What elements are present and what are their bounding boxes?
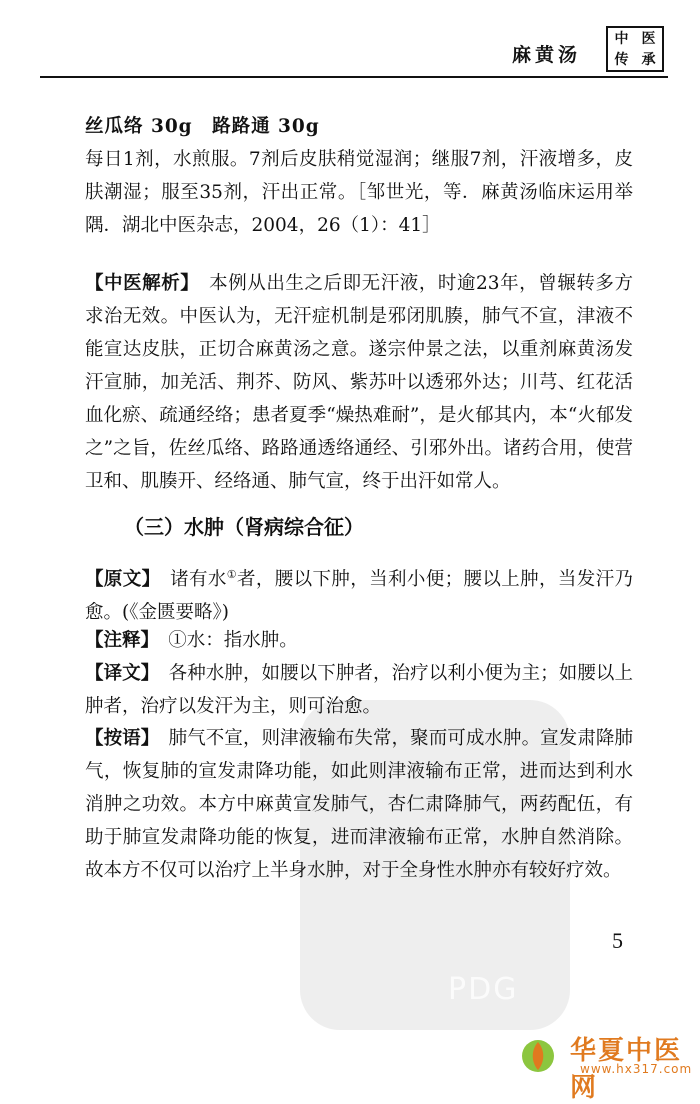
case-end-block bbox=[85, 110, 633, 242]
notes-block bbox=[85, 624, 633, 657]
analysis-label: 【中医解析】 bbox=[85, 273, 191, 294]
analysis-block bbox=[85, 267, 633, 498]
logo-char: 承 bbox=[641, 51, 656, 68]
original-block bbox=[85, 558, 633, 629]
running-header-title: 麻黄汤 bbox=[512, 44, 582, 66]
notes-label: 【注释】 bbox=[85, 630, 150, 651]
page-number: 5 bbox=[612, 928, 623, 953]
logo-char: 中 bbox=[614, 30, 629, 47]
leaf-logo-icon bbox=[515, 1036, 561, 1076]
original-label: 【原文】 bbox=[85, 569, 152, 591]
translation-block bbox=[85, 657, 633, 723]
original-text-after: 者，腰以下肿，当利小便；腰以上肿，当发汗乃愈。(《金匮要略》) bbox=[85, 569, 633, 624]
case-end-text: 每日1剂，水煎服。7剂后皮肤稍觉湿润；继服7剂，汗液增多，皮肤潮湿；服至35剂，汗出正常。［邹世光，等．麻黄汤临床运用举隅．湖北中医杂志，2004，26（1）：41］ bbox=[85, 149, 633, 236]
commentary-label: 【按语】 bbox=[85, 728, 151, 749]
notes-text: ①水：指水肿。 bbox=[168, 630, 298, 651]
translation-label: 【译文】 bbox=[85, 663, 151, 684]
series-logo bbox=[606, 26, 664, 72]
original-text-before: 诸有水 bbox=[170, 569, 227, 591]
commentary-block bbox=[85, 722, 633, 887]
herb-list: 丝瓜络 30g 路路通 30g bbox=[85, 116, 320, 137]
logo-char: 医 bbox=[641, 30, 656, 47]
header-divider bbox=[40, 76, 668, 78]
commentary-text: 肺气不宣，则津液输布失常，聚而可成水肿。宣发肃降肺气，恢复肺的宣发肃降功能，如此则津液输布正常，进而达到利水消肿之功效。本方中麻黄宣发肺气，杏仁肃降肺气，两药配伍，有助于肺宣发肃降功能的恢复，进而津液输布正常，水肿自然消除。故本方不仅可以治疗上半身水肿，对于全身性水肿亦有较好疗效。 bbox=[85, 728, 633, 881]
logo-char: 传 bbox=[614, 51, 629, 68]
watermark-text: PDG bbox=[448, 972, 519, 1007]
translation-text: 各种水肿，如腰以下肿者，治疗以利小便为主；如腰以上肿者，治疗以发汗为主，则可治愈。 bbox=[85, 663, 633, 717]
footnote-mark: ① bbox=[226, 568, 237, 581]
section-heading: （三）水肿（肾病综合征） bbox=[124, 515, 364, 539]
analysis-text: 本例从出生之后即无汗液，时逾23年，曾辗转多方求治无效。中医认为，无汗症机制是邪闭肌腠，肺气不宣，津液不能宣达皮肤，正切合麻黄汤之意。遂宗仲景之法，以重剂麻黄汤发汗宣肺，加羌活、荆芥、防风、紫苏叶以透邪外达；川芎、红花活血化瘀、疏通经络；患者夏季“燥热难耐”，是火郁其内，本“火郁发之”之旨，佐丝瓜络、路路通透络通经、引邪外出。诸药合用，使营卫和、肌腠开、经络通、肺气宣，终于出汗如常人。 bbox=[85, 273, 633, 492]
footer-site-name: 华夏中医网 bbox=[570, 1036, 683, 1103]
footer-site-url: www.hx317.com bbox=[580, 1062, 693, 1076]
